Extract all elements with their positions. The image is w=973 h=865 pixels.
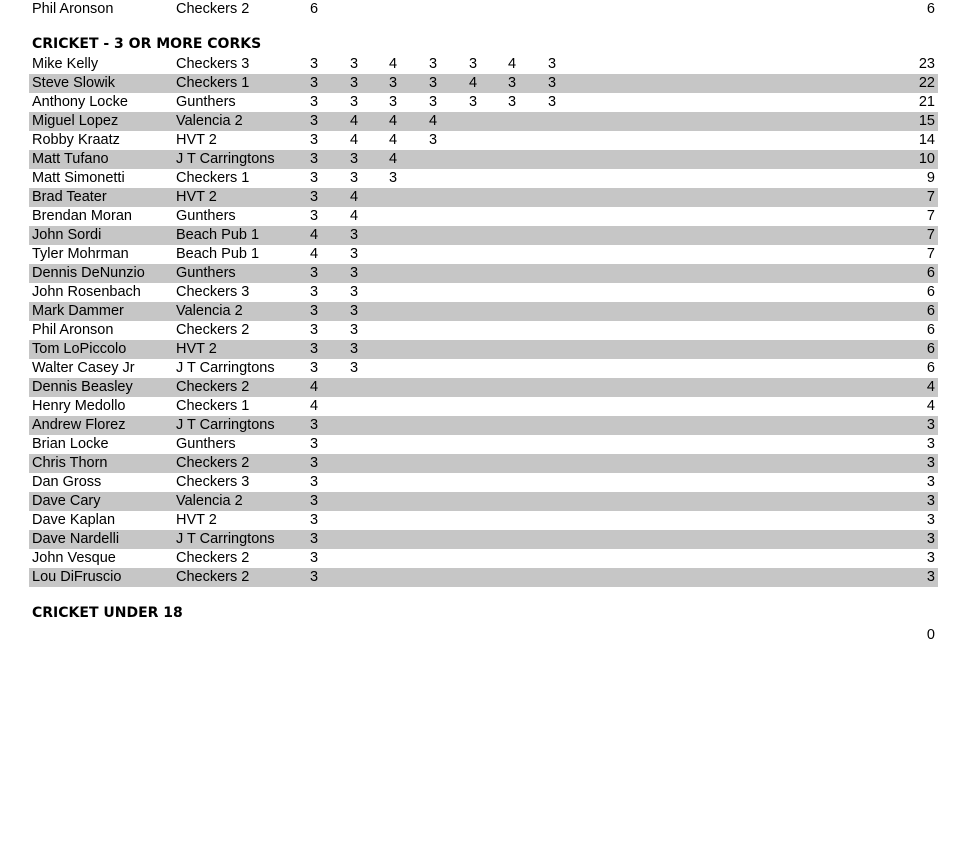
player-name: Phil Aronson xyxy=(32,322,114,338)
total-cell: 0 xyxy=(926,627,935,643)
cricket-3-corks-table xyxy=(29,55,938,587)
total-cell: 6 xyxy=(926,284,935,300)
table-row xyxy=(29,0,938,19)
team-name: J T Carringtons xyxy=(176,151,275,167)
table-row xyxy=(29,74,938,93)
team-name: HVT 2 xyxy=(176,132,217,148)
score-cell: 3 xyxy=(349,265,359,281)
player-name: Tom LoPiccolo xyxy=(32,341,127,357)
table-row xyxy=(29,492,938,511)
team-name: Checkers 2 xyxy=(176,455,250,471)
player-name: Chris Thorn xyxy=(32,455,108,471)
table-row xyxy=(29,454,938,473)
score-cell: 3 xyxy=(309,94,319,110)
score-cell: 3 xyxy=(507,75,517,91)
score-cell: 4 xyxy=(349,208,359,224)
score-cell: 3 xyxy=(309,569,319,585)
player-name: Robby Kraatz xyxy=(32,132,120,148)
score-cell: 3 xyxy=(309,360,319,376)
score-cell: 3 xyxy=(309,265,319,281)
player-name: Dave Kaplan xyxy=(32,512,116,528)
score-cell: 3 xyxy=(309,170,319,186)
total-cell: 3 xyxy=(926,455,935,471)
standings-sheet xyxy=(29,0,938,645)
score-cell: 3 xyxy=(309,531,319,547)
score-cell: 3 xyxy=(349,341,359,357)
table-row xyxy=(29,359,938,378)
total-cell: 6 xyxy=(926,303,935,319)
total-cell: 6 xyxy=(926,1,935,17)
total-cell: 3 xyxy=(926,550,935,566)
player-name: Phil Aronson xyxy=(32,1,114,17)
total-cell: 7 xyxy=(926,246,935,262)
team-name: Checkers 2 xyxy=(176,379,250,395)
total-cell: 3 xyxy=(926,474,935,490)
team-name: Checkers 3 xyxy=(176,56,250,72)
total-cell: 3 xyxy=(926,512,935,528)
score-cell: 3 xyxy=(309,113,319,129)
score-cell: 3 xyxy=(349,360,359,376)
score-cell: 4 xyxy=(349,132,359,148)
table-row xyxy=(29,511,938,530)
team-name: Checkers 2 xyxy=(176,569,250,585)
total-cell: 6 xyxy=(926,341,935,357)
score-cell: 3 xyxy=(309,303,319,319)
score-cell: 3 xyxy=(428,132,438,148)
score-cell: 3 xyxy=(309,151,319,167)
team-name: Checkers 2 xyxy=(176,322,250,338)
total-cell: 10 xyxy=(918,151,935,167)
score-cell: 3 xyxy=(309,341,319,357)
player-name: Matt Tufano xyxy=(32,151,109,167)
table-row xyxy=(29,302,938,321)
section-title-cricket-under-18: CRICKET UNDER 18 xyxy=(32,605,183,621)
team-name: Valencia 2 xyxy=(176,113,243,129)
section-title-cricket-3-corks: CRICKET - 3 OR MORE CORKS xyxy=(32,36,262,52)
total-cell: 6 xyxy=(926,360,935,376)
table-row xyxy=(29,188,938,207)
player-name: Tyler Mohrman xyxy=(32,246,129,262)
team-name: Checkers 1 xyxy=(176,398,250,414)
score-cell: 3 xyxy=(349,94,359,110)
team-name: Beach Pub 1 xyxy=(176,227,260,243)
table-row xyxy=(29,321,938,340)
team-name: Beach Pub 1 xyxy=(176,246,260,262)
player-name: Dave Nardelli xyxy=(32,531,120,547)
score-cell: 3 xyxy=(428,75,438,91)
score-cell: 4 xyxy=(388,132,398,148)
player-name: Brad Teater xyxy=(32,189,107,205)
score-cell: 4 xyxy=(349,189,359,205)
score-cell: 3 xyxy=(349,56,359,72)
score-cell: 3 xyxy=(349,227,359,243)
table-row xyxy=(29,416,938,435)
total-cell: 4 xyxy=(926,379,935,395)
team-name: Checkers 1 xyxy=(176,170,250,186)
score-cell: 4 xyxy=(309,246,319,262)
table-row xyxy=(29,93,938,112)
total-cell: 3 xyxy=(926,569,935,585)
table-row xyxy=(29,473,938,492)
score-cell: 3 xyxy=(309,436,319,452)
player-name: Matt Simonetti xyxy=(32,170,125,186)
score-cell: 3 xyxy=(309,132,319,148)
total-cell: 4 xyxy=(926,398,935,414)
score-cell: 3 xyxy=(309,474,319,490)
table-row xyxy=(29,264,938,283)
team-name: HVT 2 xyxy=(176,189,217,205)
under-18-total-row xyxy=(29,626,938,645)
player-name: Steve Slowik xyxy=(32,75,116,91)
total-cell: 21 xyxy=(918,94,935,110)
table-row xyxy=(29,131,938,150)
score-cell: 3 xyxy=(309,189,319,205)
table-row xyxy=(29,55,938,74)
player-name: Miguel Lopez xyxy=(32,113,119,129)
team-name: Checkers 2 xyxy=(176,1,250,17)
player-name: Dave Cary xyxy=(32,493,101,509)
team-name: HVT 2 xyxy=(176,341,217,357)
score-cell: 3 xyxy=(309,208,319,224)
table-row xyxy=(29,435,938,454)
total-cell: 3 xyxy=(926,531,935,547)
team-name: J T Carringtons xyxy=(176,417,275,433)
total-cell: 3 xyxy=(926,417,935,433)
team-name: HVT 2 xyxy=(176,512,217,528)
player-name: Brendan Moran xyxy=(32,208,132,224)
score-cell: 4 xyxy=(388,151,398,167)
table-row xyxy=(29,568,938,587)
score-cell: 4 xyxy=(468,75,478,91)
team-name: Checkers 1 xyxy=(176,75,250,91)
score-cell: 3 xyxy=(428,56,438,72)
score-cell: 3 xyxy=(349,246,359,262)
score-cell: 3 xyxy=(349,170,359,186)
score-cell: 3 xyxy=(388,94,398,110)
total-cell: 22 xyxy=(918,75,935,91)
team-name: Gunthers xyxy=(176,436,236,452)
team-name: J T Carringtons xyxy=(176,360,275,376)
total-cell: 14 xyxy=(918,132,935,148)
score-cell: 4 xyxy=(507,56,517,72)
score-cell: 3 xyxy=(309,455,319,471)
team-name: Checkers 2 xyxy=(176,550,250,566)
score-cell: 4 xyxy=(349,113,359,129)
total-cell: 3 xyxy=(926,436,935,452)
score-cell: 4 xyxy=(309,379,319,395)
score-cell: 3 xyxy=(309,75,319,91)
player-name: Mark Dammer xyxy=(32,303,124,319)
score-cell: 3 xyxy=(309,284,319,300)
score-cell: 3 xyxy=(309,550,319,566)
score-cell: 3 xyxy=(547,94,557,110)
score-cell: 3 xyxy=(309,512,319,528)
score-cell: 3 xyxy=(309,493,319,509)
team-name: Checkers 3 xyxy=(176,474,250,490)
score-cell: 3 xyxy=(468,94,478,110)
player-name: Dennis DeNunzio xyxy=(32,265,145,281)
score-cell: 4 xyxy=(388,56,398,72)
total-cell: 6 xyxy=(926,265,935,281)
table-row xyxy=(29,283,938,302)
table-row xyxy=(29,169,938,188)
table-row xyxy=(29,397,938,416)
score-cell: 3 xyxy=(349,303,359,319)
table-row xyxy=(29,245,938,264)
player-name: Dan Gross xyxy=(32,474,102,490)
total-cell: 7 xyxy=(926,227,935,243)
total-cell: 9 xyxy=(926,170,935,186)
score-cell: 4 xyxy=(309,398,319,414)
score-cell: 4 xyxy=(428,113,438,129)
player-name: Henry Medollo xyxy=(32,398,126,414)
total-cell: 7 xyxy=(926,189,935,205)
total-cell: 23 xyxy=(918,56,935,72)
score-cell: 6 xyxy=(309,1,319,17)
table-row xyxy=(29,207,938,226)
score-cell: 3 xyxy=(349,151,359,167)
table-row xyxy=(29,340,938,359)
team-name: Gunthers xyxy=(176,265,236,281)
score-cell: 4 xyxy=(388,113,398,129)
score-cell: 3 xyxy=(388,170,398,186)
score-cell: 3 xyxy=(349,75,359,91)
player-name: Walter Casey Jr xyxy=(32,360,135,376)
score-cell: 3 xyxy=(349,284,359,300)
total-cell: 6 xyxy=(926,322,935,338)
player-name: John Vesque xyxy=(32,550,116,566)
table-row xyxy=(29,549,938,568)
score-cell: 3 xyxy=(309,322,319,338)
score-cell: 3 xyxy=(388,75,398,91)
score-cell: 3 xyxy=(547,75,557,91)
team-name: J T Carringtons xyxy=(176,531,275,547)
score-cell: 3 xyxy=(349,322,359,338)
score-cell: 3 xyxy=(309,56,319,72)
player-name: Mike Kelly xyxy=(32,56,99,72)
score-cell: 3 xyxy=(547,56,557,72)
total-cell: 3 xyxy=(926,493,935,509)
team-name: Gunthers xyxy=(176,94,236,110)
team-name: Gunthers xyxy=(176,208,236,224)
table-row xyxy=(29,112,938,131)
player-name: John Sordi xyxy=(32,227,102,243)
total-cell: 15 xyxy=(918,113,935,129)
total-cell: 7 xyxy=(926,208,935,224)
score-cell: 3 xyxy=(428,94,438,110)
team-name: Valencia 2 xyxy=(176,493,243,509)
table-row xyxy=(29,378,938,397)
team-name: Checkers 3 xyxy=(176,284,250,300)
table-row xyxy=(29,150,938,169)
player-name: Andrew Florez xyxy=(32,417,126,433)
player-name: Lou DiFruscio xyxy=(32,569,122,585)
score-cell: 3 xyxy=(309,417,319,433)
table-row xyxy=(29,226,938,245)
score-cell: 3 xyxy=(468,56,478,72)
team-name: Valencia 2 xyxy=(176,303,243,319)
score-cell: 4 xyxy=(309,227,319,243)
table-row xyxy=(29,530,938,549)
player-name: Dennis Beasley xyxy=(32,379,133,395)
player-name: Anthony Locke xyxy=(32,94,128,110)
player-name: Brian Locke xyxy=(32,436,109,452)
score-cell: 3 xyxy=(507,94,517,110)
player-name: John Rosenbach xyxy=(32,284,141,300)
